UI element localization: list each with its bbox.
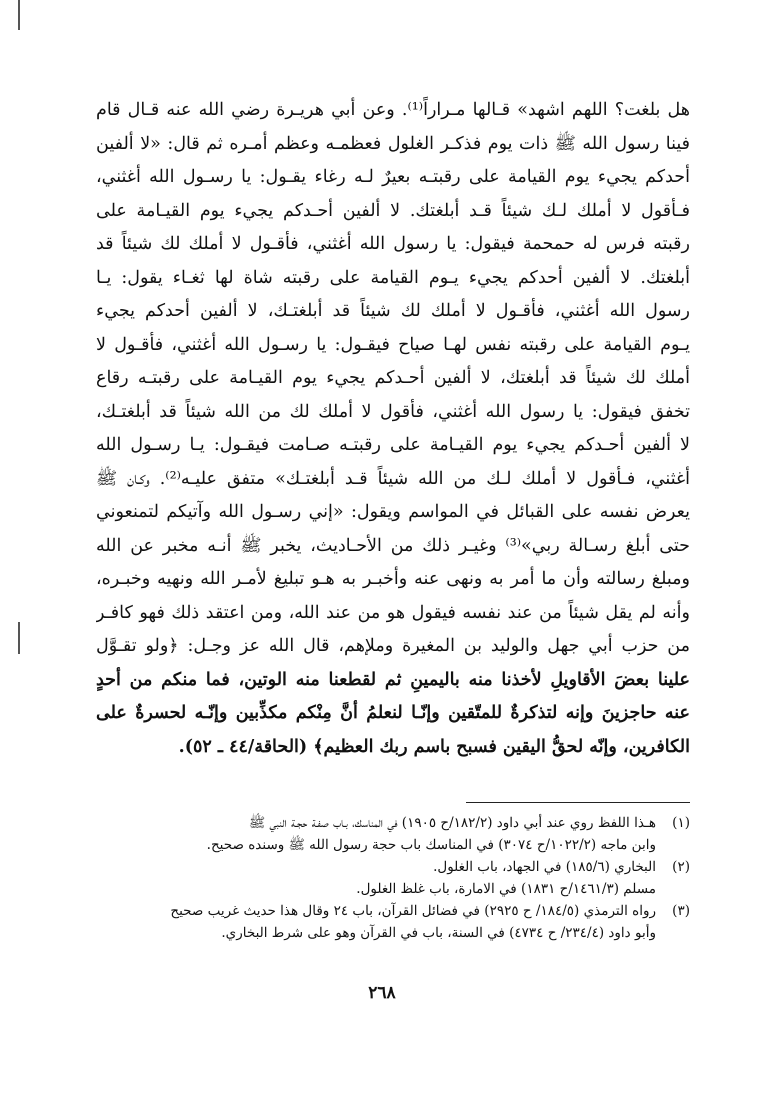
text-line: من حزب أبي جهل والوليد بن المغيرة وملإهم، قال الله عز وجـل: ﴿ولو تقـوَّل [96, 636, 690, 656]
quran-verse-line: عنه حاجزينَ وإنه لتذكرةٌ للمتّقين وإنّـا لنعلمُ أنَّ مِنْكم مكذِّبين وإنّـه لحسرةٌ على [96, 703, 690, 723]
main-text [96, 94, 690, 764]
text-line: وأنه لم يقل شيئاً من عند نفسه فيقول هو من عند الله، ومن اعتقد ذلك فهو كافـر [96, 602, 690, 623]
page-number: ٢٦٨ [368, 983, 396, 1003]
footnote-item [96, 900, 690, 922]
footnote-text: مسلم (١٤٦١/٣/ح ١٨٣١) في الامارة، باب غلظ الغلول. [356, 881, 656, 897]
footnote-number: (١) [672, 815, 690, 831]
footnote-item [96, 856, 690, 878]
text-line: أملك لك شيئاً قد أبلغتك، لا ألفين أحـدكم يجيء يوم القيـامة على رقبتـه رقاع [96, 368, 690, 388]
footnote-text: رواه الترمذي (١٨٤/٥/ ح ٢٩٢٥) في فضائل القرآن، باب ٢٤ وقال هذا حديث غريب صحيح [170, 903, 656, 919]
footnote-item [96, 834, 690, 856]
text-line: فـأقول لا أملك لـك شيئاً قـد أبلغتك. لا ألفين أحـدكم يجيء يوم القيـامة على [96, 200, 690, 221]
text-line: فينا رسول الله ﷺ ذات يوم فذكـر الغلول فعظمـه وعظم أمـره ثم قال: «لا ألفين [96, 133, 690, 154]
text-line: يـوم القيامة على رقبته نفس لهـا صياح فيقـول: يا رسـول الله أغثني، فأقـول لا [96, 334, 690, 355]
page-edge-mark-middle [18, 622, 20, 654]
footnote-separator [466, 802, 690, 803]
footnote-text: وابن ماجه (١٠٢٢/٢/ح ٣٠٧٤) في المناسك باب حجة رسول الله ﷺ وسنده صحيح. [206, 837, 656, 853]
footnote-text: وأبو داود (٢٣٤/٤/ ح ٤٧٣٤) في السنة، باب في القرآن وهو على شرط البخاري. [221, 925, 656, 941]
text-line: تخفق فيقول: يا رسول الله أغثني، فأقول لا أملك لك من الله شيئاً قد أبلغتـك، [96, 401, 690, 422]
text-line: رسول الله أغثني، فأقـول لا أملك لك شيئاً قد أبلغتـك، لا ألفين أحدكم يجيء [96, 301, 690, 321]
text-line: هل بلغت؟ اللهم اشهد» قـالها مـراراً⁽¹⁾. وعن أبي هريـرة رضي الله عنه قـال قام [96, 100, 690, 120]
footnote-text: هـذا اللفظ روي عند أبي داود (١٨٢/٢/ح ١٩٠٥) في المناسك، بـاب صفـة حجـة النبي ﷺ [248, 815, 656, 831]
footnote-text: البخاري (١٨٥/٦) في الجهاد، باب الغلول. [433, 859, 656, 875]
footnote-number: (٣) [672, 903, 690, 919]
text-line: أحدكم يجيء يوم القيامة على رقبتـه بعيرٌ لـه رغاء يقـول: يا رسـول الله أغثني، [96, 167, 690, 187]
text-line: يعرض نفسه على القبائل في المواسم ويقول: «إني رسـول الله وآتيكم لتمنعوني [96, 502, 690, 522]
page-edge-mark-top [18, 0, 20, 30]
footnote-item [96, 878, 690, 900]
text-line: أبلغتك. لا ألفين أحدكم يجيء يـوم القيامة على رقبته شاة لها ثغـاء يقول: يـا [96, 267, 690, 288]
text-line: أغثني، فـأقول لا أملك لـك من الله شيئاً قـد أبلغتـك» متفق عليـه⁽²⁾. وكـان ﷺ [96, 468, 690, 489]
text-line: لا ألفين أحـدكم يجيء يوم القيـامة على رقبتـه صـامت فيقـول: يـا رسـول الله [96, 435, 690, 455]
footnote-item [96, 922, 690, 944]
quran-verse-line: الكافرين، وإنّه لحقُّ اليقين فسبح باسم ربك العظيم﴾ (الحاقة/٤٤ ـ ٥٢). [178, 736, 690, 757]
footnote-number: (٢) [672, 859, 690, 875]
quran-verse-line: علينا بعضَ الأقاويلِ لأخذنا منه باليمينِ ثم لقطعنا منه الوتين، فما منكم من أحدٍ [96, 669, 690, 690]
text-line: ومبلغ رسالته وأن ما أمر به ونهى عنه وأخبـر به هـو تبليغ لأمـر الله ونهيه وخبـره، [96, 569, 690, 589]
footnotes [96, 812, 690, 944]
footnote-item [96, 812, 690, 834]
text-line: رقبته فرس له حمحمة فيقول: يا رسول الله أغثني، فأقـول لا أملك لك شيئاً قد [96, 234, 690, 254]
text-line: حتى أبلغ رسـالة ربي»⁽³⁾ وغيـر ذلك من الأحـاديث، يخبر ﷺ أنـه مخبر عن الله [96, 535, 690, 556]
